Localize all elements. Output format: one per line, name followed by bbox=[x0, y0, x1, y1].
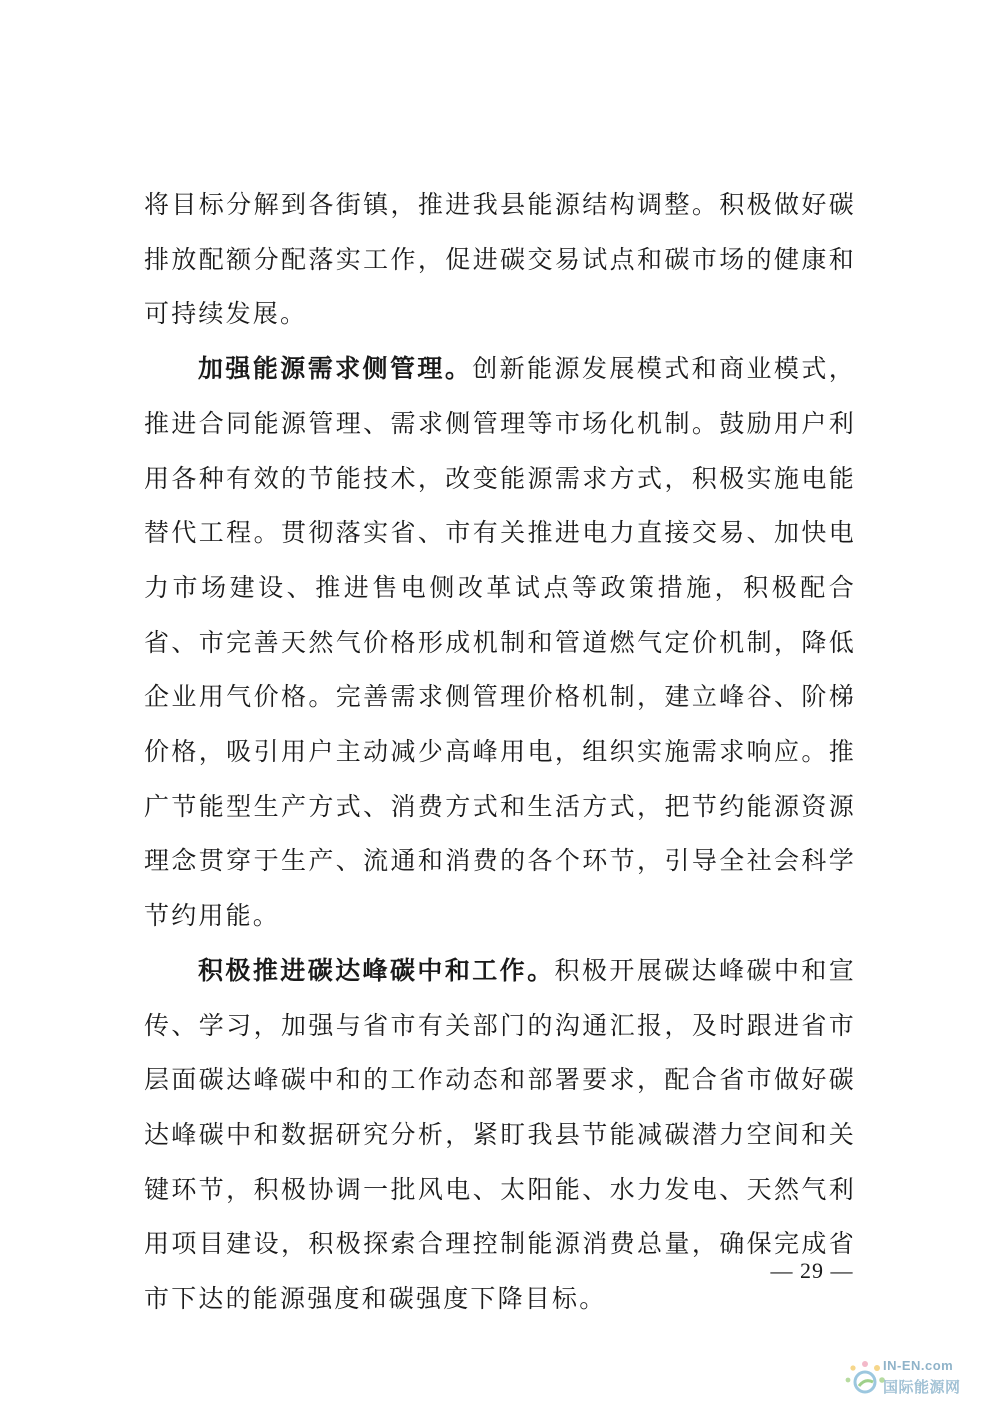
sun-flower-logo-icon bbox=[843, 1358, 887, 1402]
paragraph-carbon-peak-neutrality bbox=[144, 944, 856, 1327]
watermark-logo bbox=[843, 1352, 993, 1408]
paragraph-text: 积极开展碳达峰碳中和宣传、学习，加强与省市有关部门的沟通汇报，及时跟进省市层面碳达峰碳中和的工作动态和部署要求，配合省市做好碳达峰碳中和数据研究分析，紧盯我县节能减碳潜力空间和关键环节，积极协调一批风电、太阳能、水力发电、天然气利用项目建设，积极探索合理控制能源消费总量，确保完成省市下达的能源强度和碳强度下降目标。 bbox=[144, 955, 857, 1314]
page-number: — 29 — bbox=[770, 1258, 854, 1283]
paragraph-text: 创新能源发展模式和商业模式，推进合同能源管理、需求侧管理等市场化机制。鼓励用户利用各种有效的节能技术，改变能源需求方式，积极实施电能替代工程。贯彻落实省、市有关推进电力直接交易、加快电力市场建设、推进售电侧改革试点等政策措施，积极配合省、市完善天然气价格形成机制和管道燃气定价机制，降低企业用气价格。完善需求侧管理价格机制，建立峰谷、阶梯价格，吸引用户主动减少高峰用电，组织实施需求响应。推广节能型生产方式、消费方式和生活方式，把节约能源资源理念贯穿于生产、流通和消费的各个环节，引导全社会科学节约用能。 bbox=[144, 354, 856, 931]
paragraph-demand-side-management bbox=[144, 342, 856, 944]
watermark-en: IN-EN.com bbox=[883, 1358, 954, 1373]
watermark-cn: 国际能源网 bbox=[883, 1378, 961, 1396]
paragraph-text: 将目标分解到各街镇，推进我县能源结构调整。积极做好碳排放配额分配落实工作，促进碳交易试点和碳市场的健康和可持续发展。 bbox=[144, 190, 856, 329]
paragraph-heading: 积极推进碳达峰碳中和工作。 bbox=[198, 955, 555, 985]
paragraph-heading: 加强能源需求侧管理。 bbox=[198, 354, 473, 384]
document-body bbox=[144, 178, 856, 1327]
paragraph-continuation bbox=[144, 178, 856, 342]
